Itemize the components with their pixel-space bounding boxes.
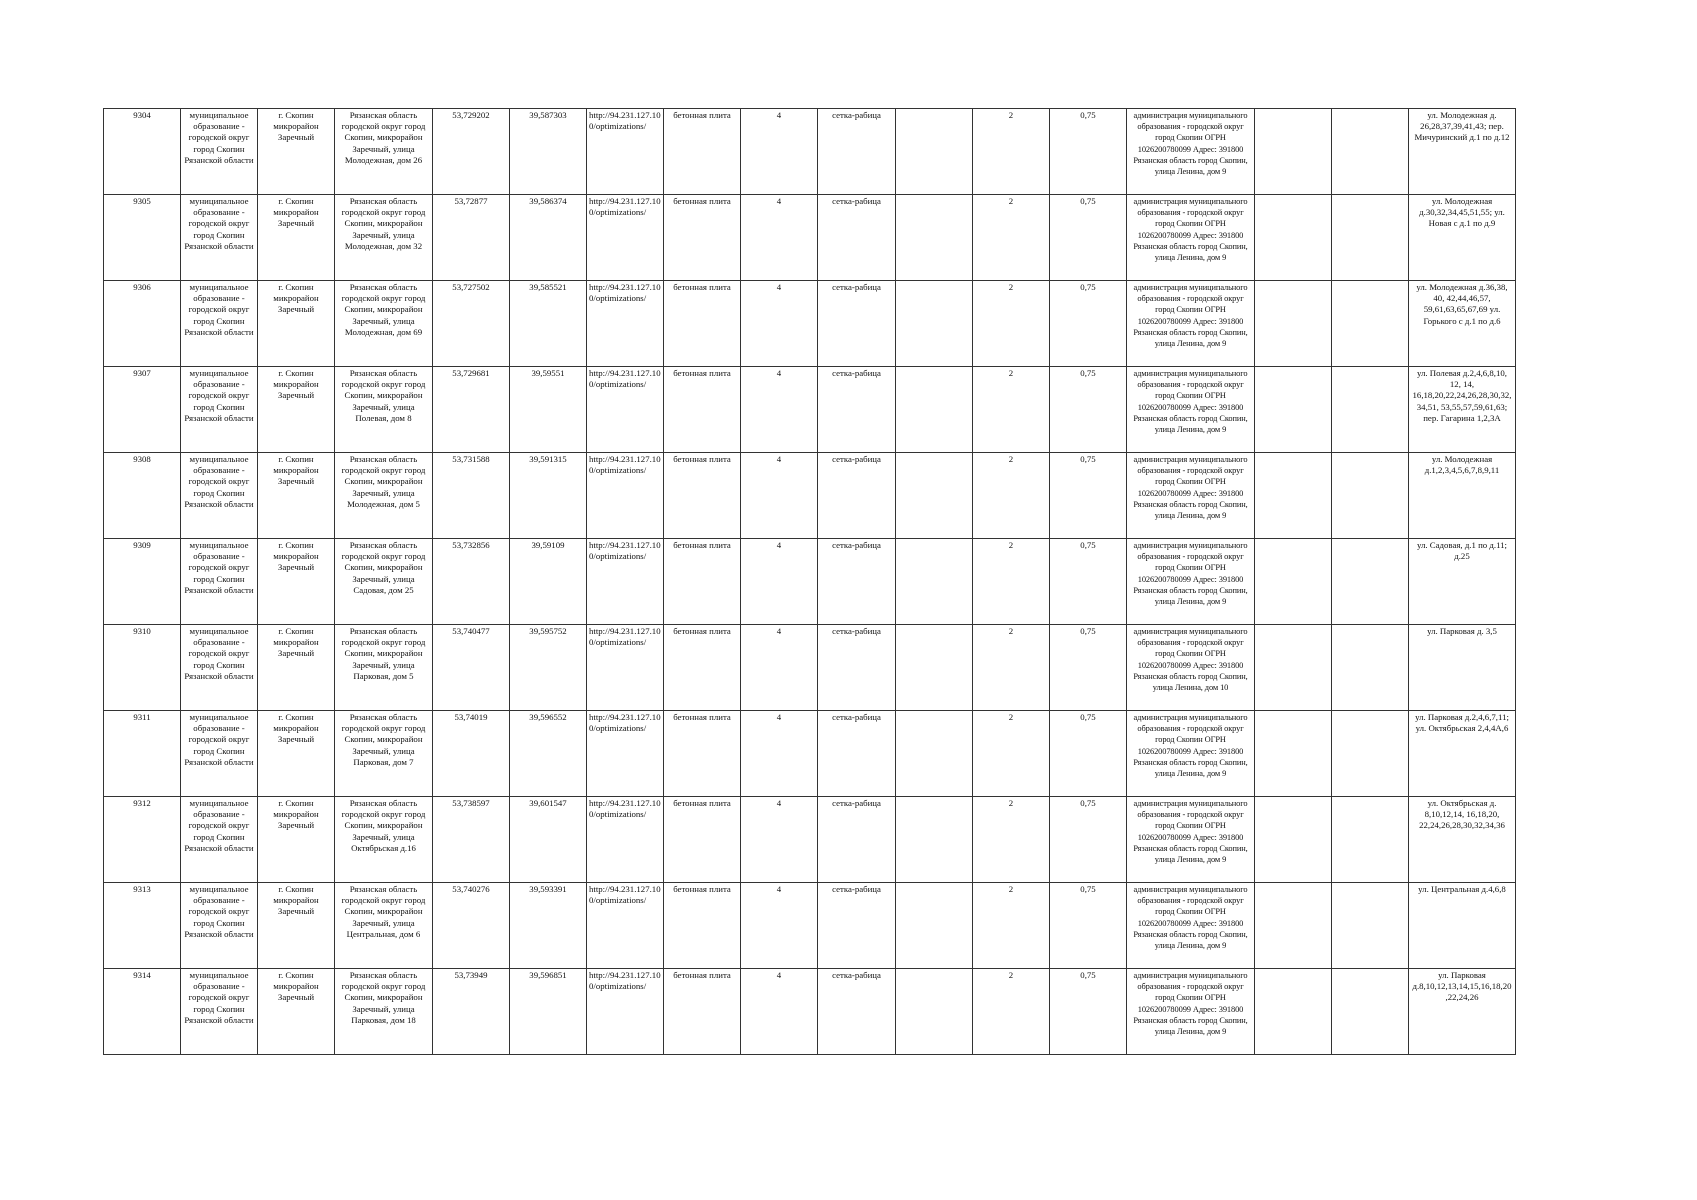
owner-cell: муниципальное образование - городской округ город Скопин Рязанской области: [181, 969, 258, 1055]
surface-type-cell: бетонная плита: [664, 281, 741, 367]
map-url-cell: http://94.231.127.100/optimizations/: [587, 883, 664, 969]
address-cell: Рязанская область городской округ город Скопин, микрорайон Заречный, улица Молодежная, дом 69: [335, 281, 433, 367]
fence-type-cell: сетка-рабица: [818, 797, 896, 883]
table-row: [104, 281, 1516, 367]
fence-type-cell: сетка-рабица: [818, 195, 896, 281]
empty-cell: [896, 367, 973, 453]
area-cell: 4: [741, 883, 818, 969]
table-row: [104, 367, 1516, 453]
empty-cell: [1332, 969, 1409, 1055]
locality-cell: г. Скопин микрорайон Заречный: [258, 625, 335, 711]
waste-sources-cell: ул. Молодежная д. 26,28,37,39,41,43; пер. Мичуринский д.1 по д.12: [1409, 109, 1516, 195]
surface-type-cell: бетонная плита: [664, 625, 741, 711]
address-cell: Рязанская область городской округ город Скопин, микрорайон Заречный, улица Молодежная, дом 5: [335, 453, 433, 539]
operator-cell: администрация муниципального образования - городской округ город Скопин ОГРН 1026200780099 Адрес: 391800 Рязанская область город Скопин, улица Ленина, дом 9: [1127, 453, 1255, 539]
locality-cell: г. Скопин микрорайон Заречный: [258, 711, 335, 797]
latitude-cell: 53,738597: [433, 797, 510, 883]
fence-type-cell: сетка-рабица: [818, 883, 896, 969]
area-cell: 4: [741, 281, 818, 367]
container-volume-cell: 0,75: [1050, 453, 1127, 539]
fence-type-cell: сетка-рабица: [818, 969, 896, 1055]
latitude-cell: 53,729681: [433, 367, 510, 453]
empty-cell: [1255, 797, 1332, 883]
empty-cell: [1255, 883, 1332, 969]
longitude-cell: 39,59551: [510, 367, 587, 453]
container-count-cell: 2: [973, 797, 1050, 883]
empty-cell: [1255, 969, 1332, 1055]
empty-cell: [1255, 109, 1332, 195]
table-row: [104, 711, 1516, 797]
empty-cell: [896, 539, 973, 625]
table-row: [104, 883, 1516, 969]
operator-cell: администрация муниципального образования - городской округ город Скопин ОГРН 1026200780099 Адрес: 391800 Рязанская область город Скопин, улица Ленина, дом 9: [1127, 367, 1255, 453]
container-count-cell: 2: [973, 883, 1050, 969]
latitude-cell: 53,74019: [433, 711, 510, 797]
container-count-cell: 2: [973, 453, 1050, 539]
waste-sources-cell: ул. Центральная д.4,6,8: [1409, 883, 1516, 969]
area-cell: 4: [741, 969, 818, 1055]
container-volume-cell: 0,75: [1050, 109, 1127, 195]
waste-sources-cell: ул. Парковая д.8,10,12,13,14,15,16,18,20 ,22,24,26: [1409, 969, 1516, 1055]
table-row: [104, 453, 1516, 539]
empty-cell: [1255, 625, 1332, 711]
address-cell: Рязанская область городской округ город Скопин, микрорайон Заречный, улица Парковая, дом 18: [335, 969, 433, 1055]
map-url-cell: http://94.231.127.100/optimizations/: [587, 109, 664, 195]
operator-cell: администрация муниципального образования - городской округ город Скопин ОГРН 1026200780099 Адрес: 391800 Рязанская область город Скопин, улица Ленина, дом 9: [1127, 711, 1255, 797]
fence-type-cell: сетка-рабица: [818, 453, 896, 539]
owner-cell: муниципальное образование - городской округ город Скопин Рязанской области: [181, 367, 258, 453]
area-cell: 4: [741, 109, 818, 195]
surface-type-cell: бетонная плита: [664, 453, 741, 539]
waste-sources-cell: ул. Молодежная д.36,38, 40, 42,44,46,57, 59,61,63,65,67,69 ул. Горького с д.1 по д.6: [1409, 281, 1516, 367]
container-volume-cell: 0,75: [1050, 281, 1127, 367]
fence-type-cell: сетка-рабица: [818, 711, 896, 797]
container-volume-cell: 0,75: [1050, 969, 1127, 1055]
surface-type-cell: бетонная плита: [664, 195, 741, 281]
latitude-cell: 53,740276: [433, 883, 510, 969]
surface-type-cell: бетонная плита: [664, 109, 741, 195]
container-volume-cell: 0,75: [1050, 625, 1127, 711]
container-count-cell: 2: [973, 367, 1050, 453]
latitude-cell: 53,72877: [433, 195, 510, 281]
map-url-cell: http://94.231.127.100/optimizations/: [587, 281, 664, 367]
owner-cell: муниципальное образование - городской округ город Скопин Рязанской области: [181, 625, 258, 711]
empty-cell: [1255, 539, 1332, 625]
area-cell: 4: [741, 539, 818, 625]
locality-cell: г. Скопин микрорайон Заречный: [258, 453, 335, 539]
container-volume-cell: 0,75: [1050, 195, 1127, 281]
surface-type-cell: бетонная плита: [664, 797, 741, 883]
operator-cell: администрация муниципального образования - городской округ город Скопин ОГРН 1026200780099 Адрес: 391800 Рязанская область город Скопин, улица Ленина, дом 9: [1127, 883, 1255, 969]
surface-type-cell: бетонная плита: [664, 969, 741, 1055]
longitude-cell: 39,596851: [510, 969, 587, 1055]
operator-cell: администрация муниципального образования - городской округ город Скопин ОГРН 1026200780099 Адрес: 391800 Рязанская область город Скопин, улица Ленина, дом 9: [1127, 109, 1255, 195]
empty-cell: [896, 195, 973, 281]
empty-cell: [1332, 711, 1409, 797]
waste-sites-registry-table: [103, 108, 1516, 1055]
fence-type-cell: сетка-рабица: [818, 625, 896, 711]
empty-cell: [896, 281, 973, 367]
site-number-cell: 9313: [104, 883, 181, 969]
empty-cell: [896, 711, 973, 797]
locality-cell: г. Скопин микрорайон Заречный: [258, 883, 335, 969]
longitude-cell: 39,59109: [510, 539, 587, 625]
map-url-cell: http://94.231.127.100/optimizations/: [587, 539, 664, 625]
empty-cell: [896, 109, 973, 195]
locality-cell: г. Скопин микрорайон Заречный: [258, 797, 335, 883]
empty-cell: [1255, 453, 1332, 539]
empty-cell: [896, 453, 973, 539]
area-cell: 4: [741, 453, 818, 539]
locality-cell: г. Скопин микрорайон Заречный: [258, 367, 335, 453]
longitude-cell: 39,586374: [510, 195, 587, 281]
address-cell: Рязанская область городской округ город Скопин, микрорайон Заречный, улица Полевая, дом 8: [335, 367, 433, 453]
empty-cell: [1332, 539, 1409, 625]
empty-cell: [1332, 453, 1409, 539]
area-cell: 4: [741, 367, 818, 453]
latitude-cell: 53,740477: [433, 625, 510, 711]
empty-cell: [1255, 711, 1332, 797]
registry-body: [104, 109, 1516, 1055]
container-volume-cell: 0,75: [1050, 711, 1127, 797]
latitude-cell: 53,727502: [433, 281, 510, 367]
site-number-cell: 9307: [104, 367, 181, 453]
longitude-cell: 39,601547: [510, 797, 587, 883]
empty-cell: [896, 625, 973, 711]
site-number-cell: 9305: [104, 195, 181, 281]
fence-type-cell: сетка-рабица: [818, 539, 896, 625]
fence-type-cell: сетка-рабица: [818, 367, 896, 453]
container-count-cell: 2: [973, 281, 1050, 367]
locality-cell: г. Скопин микрорайон Заречный: [258, 969, 335, 1055]
container-count-cell: 2: [973, 195, 1050, 281]
owner-cell: муниципальное образование - городской округ город Скопин Рязанской области: [181, 539, 258, 625]
surface-type-cell: бетонная плита: [664, 883, 741, 969]
waste-sources-cell: ул. Молодежная д.30,32,34,45,51,55; ул. Новая с д.1 по д.9: [1409, 195, 1516, 281]
owner-cell: муниципальное образование - городской округ город Скопин Рязанской области: [181, 195, 258, 281]
longitude-cell: 39,591315: [510, 453, 587, 539]
waste-sources-cell: ул. Парковая д. 3,5: [1409, 625, 1516, 711]
empty-cell: [896, 883, 973, 969]
address-cell: Рязанская область городской округ город Скопин, микрорайон Заречный, улица Парковая, дом 5: [335, 625, 433, 711]
locality-cell: г. Скопин микрорайон Заречный: [258, 281, 335, 367]
address-cell: Рязанская область городской округ город Скопин, микрорайон Заречный, улица Октябрьская д.16: [335, 797, 433, 883]
latitude-cell: 53,729202: [433, 109, 510, 195]
empty-cell: [1255, 195, 1332, 281]
address-cell: Рязанская область городской округ город Скопин, микрорайон Заречный, улица Молодежная, дом 32: [335, 195, 433, 281]
operator-cell: администрация муниципального образования - городской округ город Скопин ОГРН 1026200780099 Адрес: 391800 Рязанская область город Скопин, улица Ленина, дом 9: [1127, 797, 1255, 883]
owner-cell: муниципальное образование - городской округ город Скопин Рязанской области: [181, 797, 258, 883]
table-row: [104, 969, 1516, 1055]
container-count-cell: 2: [973, 625, 1050, 711]
table-row: [104, 195, 1516, 281]
empty-cell: [1332, 109, 1409, 195]
latitude-cell: 53,732856: [433, 539, 510, 625]
fence-type-cell: сетка-рабица: [818, 109, 896, 195]
surface-type-cell: бетонная плита: [664, 711, 741, 797]
area-cell: 4: [741, 625, 818, 711]
locality-cell: г. Скопин микрорайон Заречный: [258, 195, 335, 281]
table-row: [104, 109, 1516, 195]
address-cell: Рязанская область городской округ город Скопин, микрорайон Заречный, улица Молодежная, дом 26: [335, 109, 433, 195]
container-count-cell: 2: [973, 711, 1050, 797]
empty-cell: [1255, 281, 1332, 367]
longitude-cell: 39,585521: [510, 281, 587, 367]
site-number-cell: 9309: [104, 539, 181, 625]
map-url-cell: http://94.231.127.100/optimizations/: [587, 453, 664, 539]
empty-cell: [1332, 367, 1409, 453]
longitude-cell: 39,593391: [510, 883, 587, 969]
operator-cell: администрация муниципального образования - городской округ город Скопин ОГРН 1026200780099 Адрес: 391800 Рязанская область город Скопин, улица Ленина, дом 9: [1127, 969, 1255, 1055]
site-number-cell: 9311: [104, 711, 181, 797]
area-cell: 4: [741, 797, 818, 883]
owner-cell: муниципальное образование - городской округ город Скопин Рязанской области: [181, 453, 258, 539]
surface-type-cell: бетонная плита: [664, 539, 741, 625]
empty-cell: [1332, 281, 1409, 367]
map-url-cell: http://94.231.127.100/optimizations/: [587, 195, 664, 281]
empty-cell: [896, 797, 973, 883]
owner-cell: муниципальное образование - городской округ город Скопин Рязанской области: [181, 109, 258, 195]
longitude-cell: 39,595752: [510, 625, 587, 711]
map-url-cell: http://94.231.127.100/optimizations/: [587, 367, 664, 453]
site-number-cell: 9306: [104, 281, 181, 367]
fence-type-cell: сетка-рабица: [818, 281, 896, 367]
container-count-cell: 2: [973, 109, 1050, 195]
surface-type-cell: бетонная плита: [664, 367, 741, 453]
waste-sources-cell: ул. Полевая д.2,4,6,8,10, 12, 14, 16,18,20,22,24,26,28,30,32, 34,51, 53,55,57,59,61,63; пер. Гагарина 1,2,3А: [1409, 367, 1516, 453]
empty-cell: [896, 969, 973, 1055]
empty-cell: [1332, 797, 1409, 883]
latitude-cell: 53,73949: [433, 969, 510, 1055]
container-volume-cell: 0,75: [1050, 367, 1127, 453]
owner-cell: муниципальное образование - городской округ город Скопин Рязанской области: [181, 883, 258, 969]
empty-cell: [1332, 883, 1409, 969]
operator-cell: администрация муниципального образования - городской округ город Скопин ОГРН 1026200780099 Адрес: 391800 Рязанская область город Скопин, улица Ленина, дом 9: [1127, 539, 1255, 625]
container-volume-cell: 0,75: [1050, 539, 1127, 625]
waste-sources-cell: ул. Садовая, д.1 по д.11; д.25: [1409, 539, 1516, 625]
table-row: [104, 797, 1516, 883]
container-volume-cell: 0,75: [1050, 797, 1127, 883]
waste-sources-cell: ул. Парковая д.2,4,6,7,11; ул. Октябрьская 2,4,4А,6: [1409, 711, 1516, 797]
empty-cell: [1332, 625, 1409, 711]
waste-sources-cell: ул. Октябрьская д. 8,10,12,14, 16,18,20, 22,24,26,28,30,32,34,36: [1409, 797, 1516, 883]
address-cell: Рязанская область городской округ город Скопин, микрорайон Заречный, улица Парковая, дом 7: [335, 711, 433, 797]
table-row: [104, 625, 1516, 711]
address-cell: Рязанская область городской округ город Скопин, микрорайон Заречный, улица Садовая, дом 25: [335, 539, 433, 625]
owner-cell: муниципальное образование - городской округ город Скопин Рязанской области: [181, 281, 258, 367]
locality-cell: г. Скопин микрорайон Заречный: [258, 539, 335, 625]
map-url-cell: http://94.231.127.100/optimizations/: [587, 625, 664, 711]
operator-cell: администрация муниципального образования - городской округ город Скопин ОГРН 1026200780099 Адрес: 391800 Рязанская область город Скопин, улица Ленина, дом 9: [1127, 195, 1255, 281]
site-number-cell: 9304: [104, 109, 181, 195]
table-row: [104, 539, 1516, 625]
map-url-cell: http://94.231.127.100/optimizations/: [587, 797, 664, 883]
longitude-cell: 39,596552: [510, 711, 587, 797]
waste-sources-cell: ул. Молодежная д.1,2,3,4,5,6,7,8,9,11: [1409, 453, 1516, 539]
site-number-cell: 9308: [104, 453, 181, 539]
container-volume-cell: 0,75: [1050, 883, 1127, 969]
map-url-cell: http://94.231.127.100/optimizations/: [587, 711, 664, 797]
locality-cell: г. Скопин микрорайон Заречный: [258, 109, 335, 195]
empty-cell: [1332, 195, 1409, 281]
latitude-cell: 53,731588: [433, 453, 510, 539]
container-count-cell: 2: [973, 539, 1050, 625]
site-number-cell: 9314: [104, 969, 181, 1055]
owner-cell: муниципальное образование - городской округ город Скопин Рязанской области: [181, 711, 258, 797]
container-count-cell: 2: [973, 969, 1050, 1055]
area-cell: 4: [741, 711, 818, 797]
longitude-cell: 39,587303: [510, 109, 587, 195]
site-number-cell: 9310: [104, 625, 181, 711]
site-number-cell: 9312: [104, 797, 181, 883]
address-cell: Рязанская область городской округ город Скопин, микрорайон Заречный, улица Центральная, дом 6: [335, 883, 433, 969]
operator-cell: администрация муниципального образования - городской округ город Скопин ОГРН 1026200780099 Адрес: 391800 Рязанская область город Скопин, улица Ленина, дом 10: [1127, 625, 1255, 711]
map-url-cell: http://94.231.127.100/optimizations/: [587, 969, 664, 1055]
empty-cell: [1255, 367, 1332, 453]
operator-cell: администрация муниципального образования - городской округ город Скопин ОГРН 1026200780099 Адрес: 391800 Рязанская область город Скопин, улица Ленина, дом 9: [1127, 281, 1255, 367]
area-cell: 4: [741, 195, 818, 281]
